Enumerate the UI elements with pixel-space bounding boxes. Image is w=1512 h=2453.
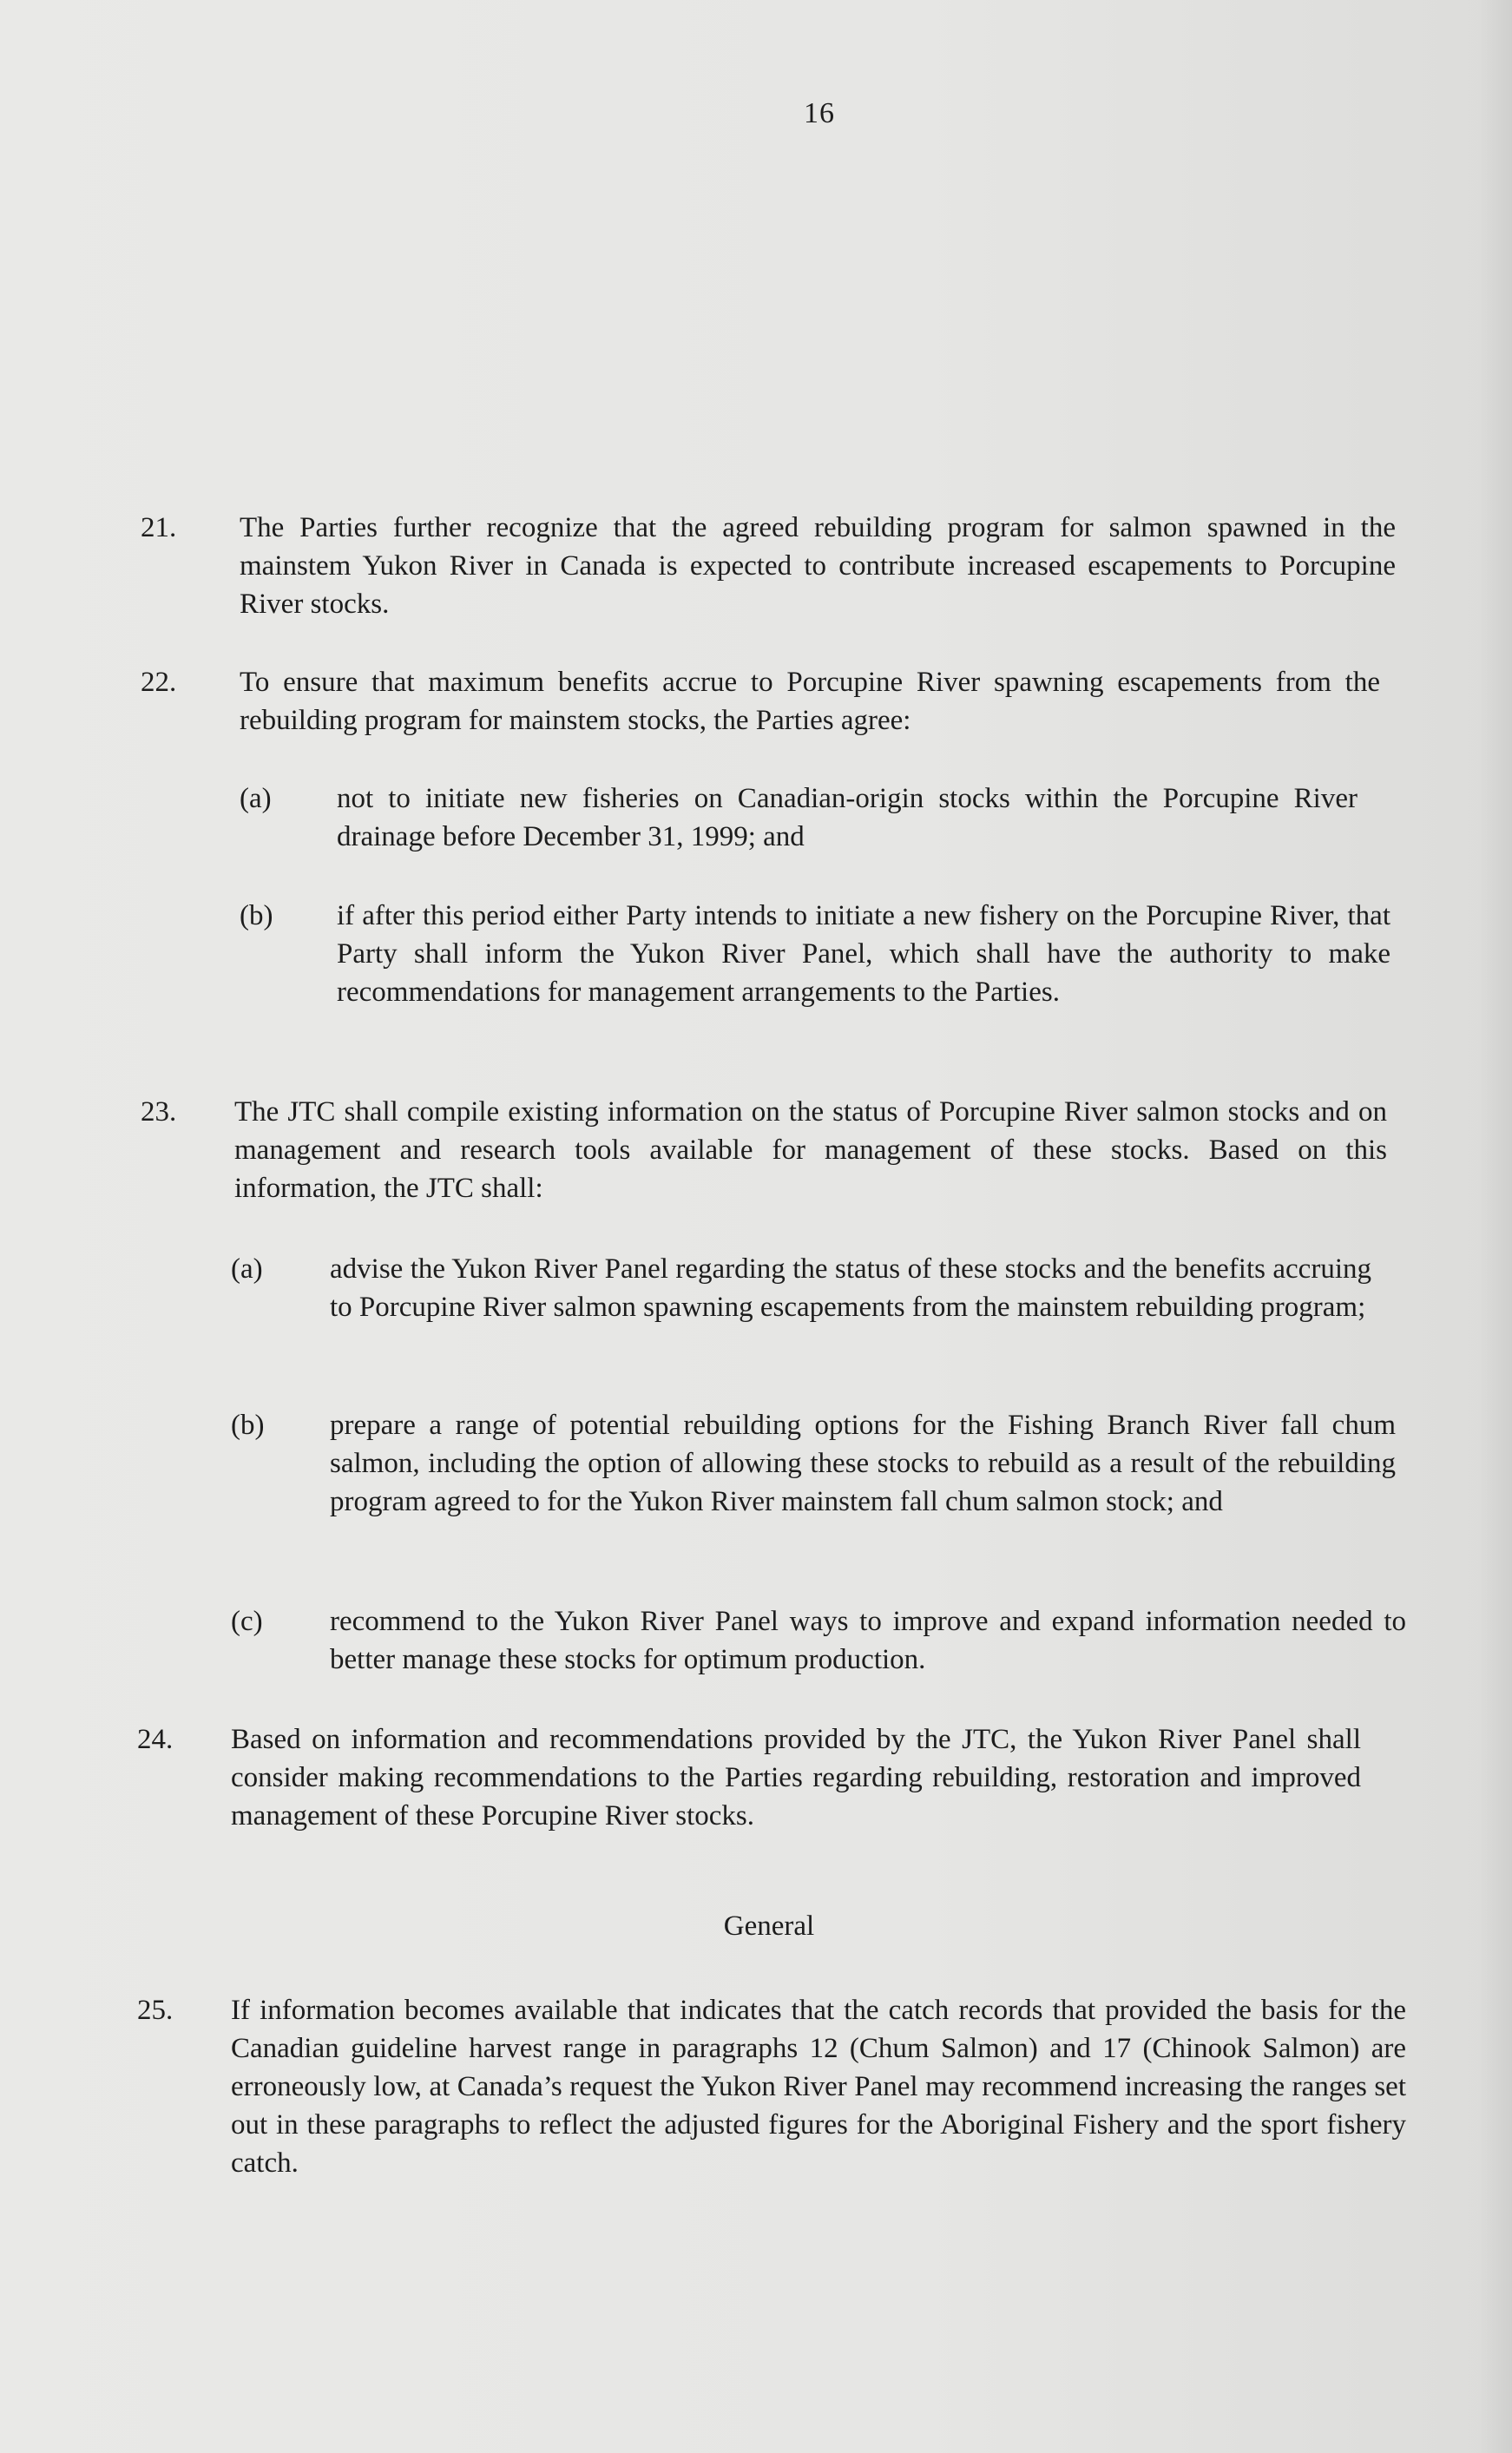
paragraph-text: Based on information and recommendations provided by the JTC, the Yukon River Panel shall consider making recommendations to the Parties regarding rebuilding, restoration and improved management of these Porcupine River stocks.	[231, 1724, 1361, 1832]
paragraph-number: 24.	[137, 1724, 174, 1755]
paragraph-text: The Parties further recognize that the agreed rebuilding program for salmon spawned in the mainstem Yukon River in Canada is expected to contribute increased escapements to Porcupine River stocks.	[240, 512, 1396, 620]
paragraph-number: 22.	[141, 667, 177, 698]
list-item	[231, 1250, 1403, 1365]
paragraph-number: 23.	[141, 1096, 177, 1128]
paragraph-24	[137, 1720, 1404, 1835]
page-number: 16	[804, 97, 835, 129]
list-item	[231, 1406, 1403, 1559]
list-item	[240, 779, 1403, 856]
paragraph-text: If information becomes available that indicates that the catch records that provided the basis for the Canadian guideline harvest range in paragraphs 12 (Chum Salmon) and 17 (Chinook Salmon) are erroneously low, at Canada’s request the Yukon River Panel may recommend increasing the ranges set out in these paragraphs to reflect the adjusted figures for the Aboriginal Fishery and the sport fishery catch.	[231, 1995, 1406, 2179]
paragraph-25	[137, 1991, 1413, 2182]
item-text: advise the Yukon River Panel regarding the status of these stocks and the benefits accruing to Porcupine River salmon spawning escapements from the mainstem rebuilding program;	[330, 1253, 1371, 1323]
paragraph-text: To ensure that maximum benefits accrue to Porcupine River spawning escapements from the rebuilding program for mainstem stocks, the Parties agree:	[240, 667, 1380, 736]
item-text: if after this period either Party intends to initiate a new fishery on the Porcupine River, that Party shall inform the Yukon River Panel, which shall have the authority to make recommendations for management arrangements to the Parties.	[337, 900, 1390, 1008]
paragraph-21	[141, 509, 1399, 623]
page-edge-shadow	[1477, 0, 1512, 2453]
item-text: not to initiate new fisheries on Canadian-origin stocks within the Porcupine River drainage before December 31, 1999; and	[337, 783, 1358, 852]
item-label: (a)	[240, 783, 272, 814]
section-heading-general: General	[723, 1910, 815, 1942]
paragraph-23	[141, 1093, 1399, 1207]
item-label: (b)	[240, 900, 273, 931]
paragraph-number: 25.	[137, 1995, 174, 2026]
paragraph-22	[141, 663, 1399, 740]
item-text: prepare a range of potential rebuilding options for the Fishing Branch River fall chum salmon, including the option of allowing these stocks to rebuild as a result of the rebuilding program agreed to for the Yukon River mainstem fall chum salmon stock; and	[330, 1410, 1396, 1517]
list-item	[240, 897, 1403, 1049]
list-item	[231, 1602, 1411, 1679]
item-text: recommend to the Yukon River Panel ways to improve and expand information needed to better manage these stocks for optimum production.	[330, 1606, 1406, 1675]
paragraph-text: The JTC shall compile existing information on the status of Porcupine River salmon stocks and on management and research tools available for management of these stocks. Based on this information, the JTC shall:	[234, 1096, 1387, 1204]
item-label: (b)	[231, 1410, 265, 1441]
paragraph-number: 21.	[141, 512, 177, 543]
item-label: (c)	[231, 1606, 263, 1637]
item-label: (a)	[231, 1253, 263, 1285]
